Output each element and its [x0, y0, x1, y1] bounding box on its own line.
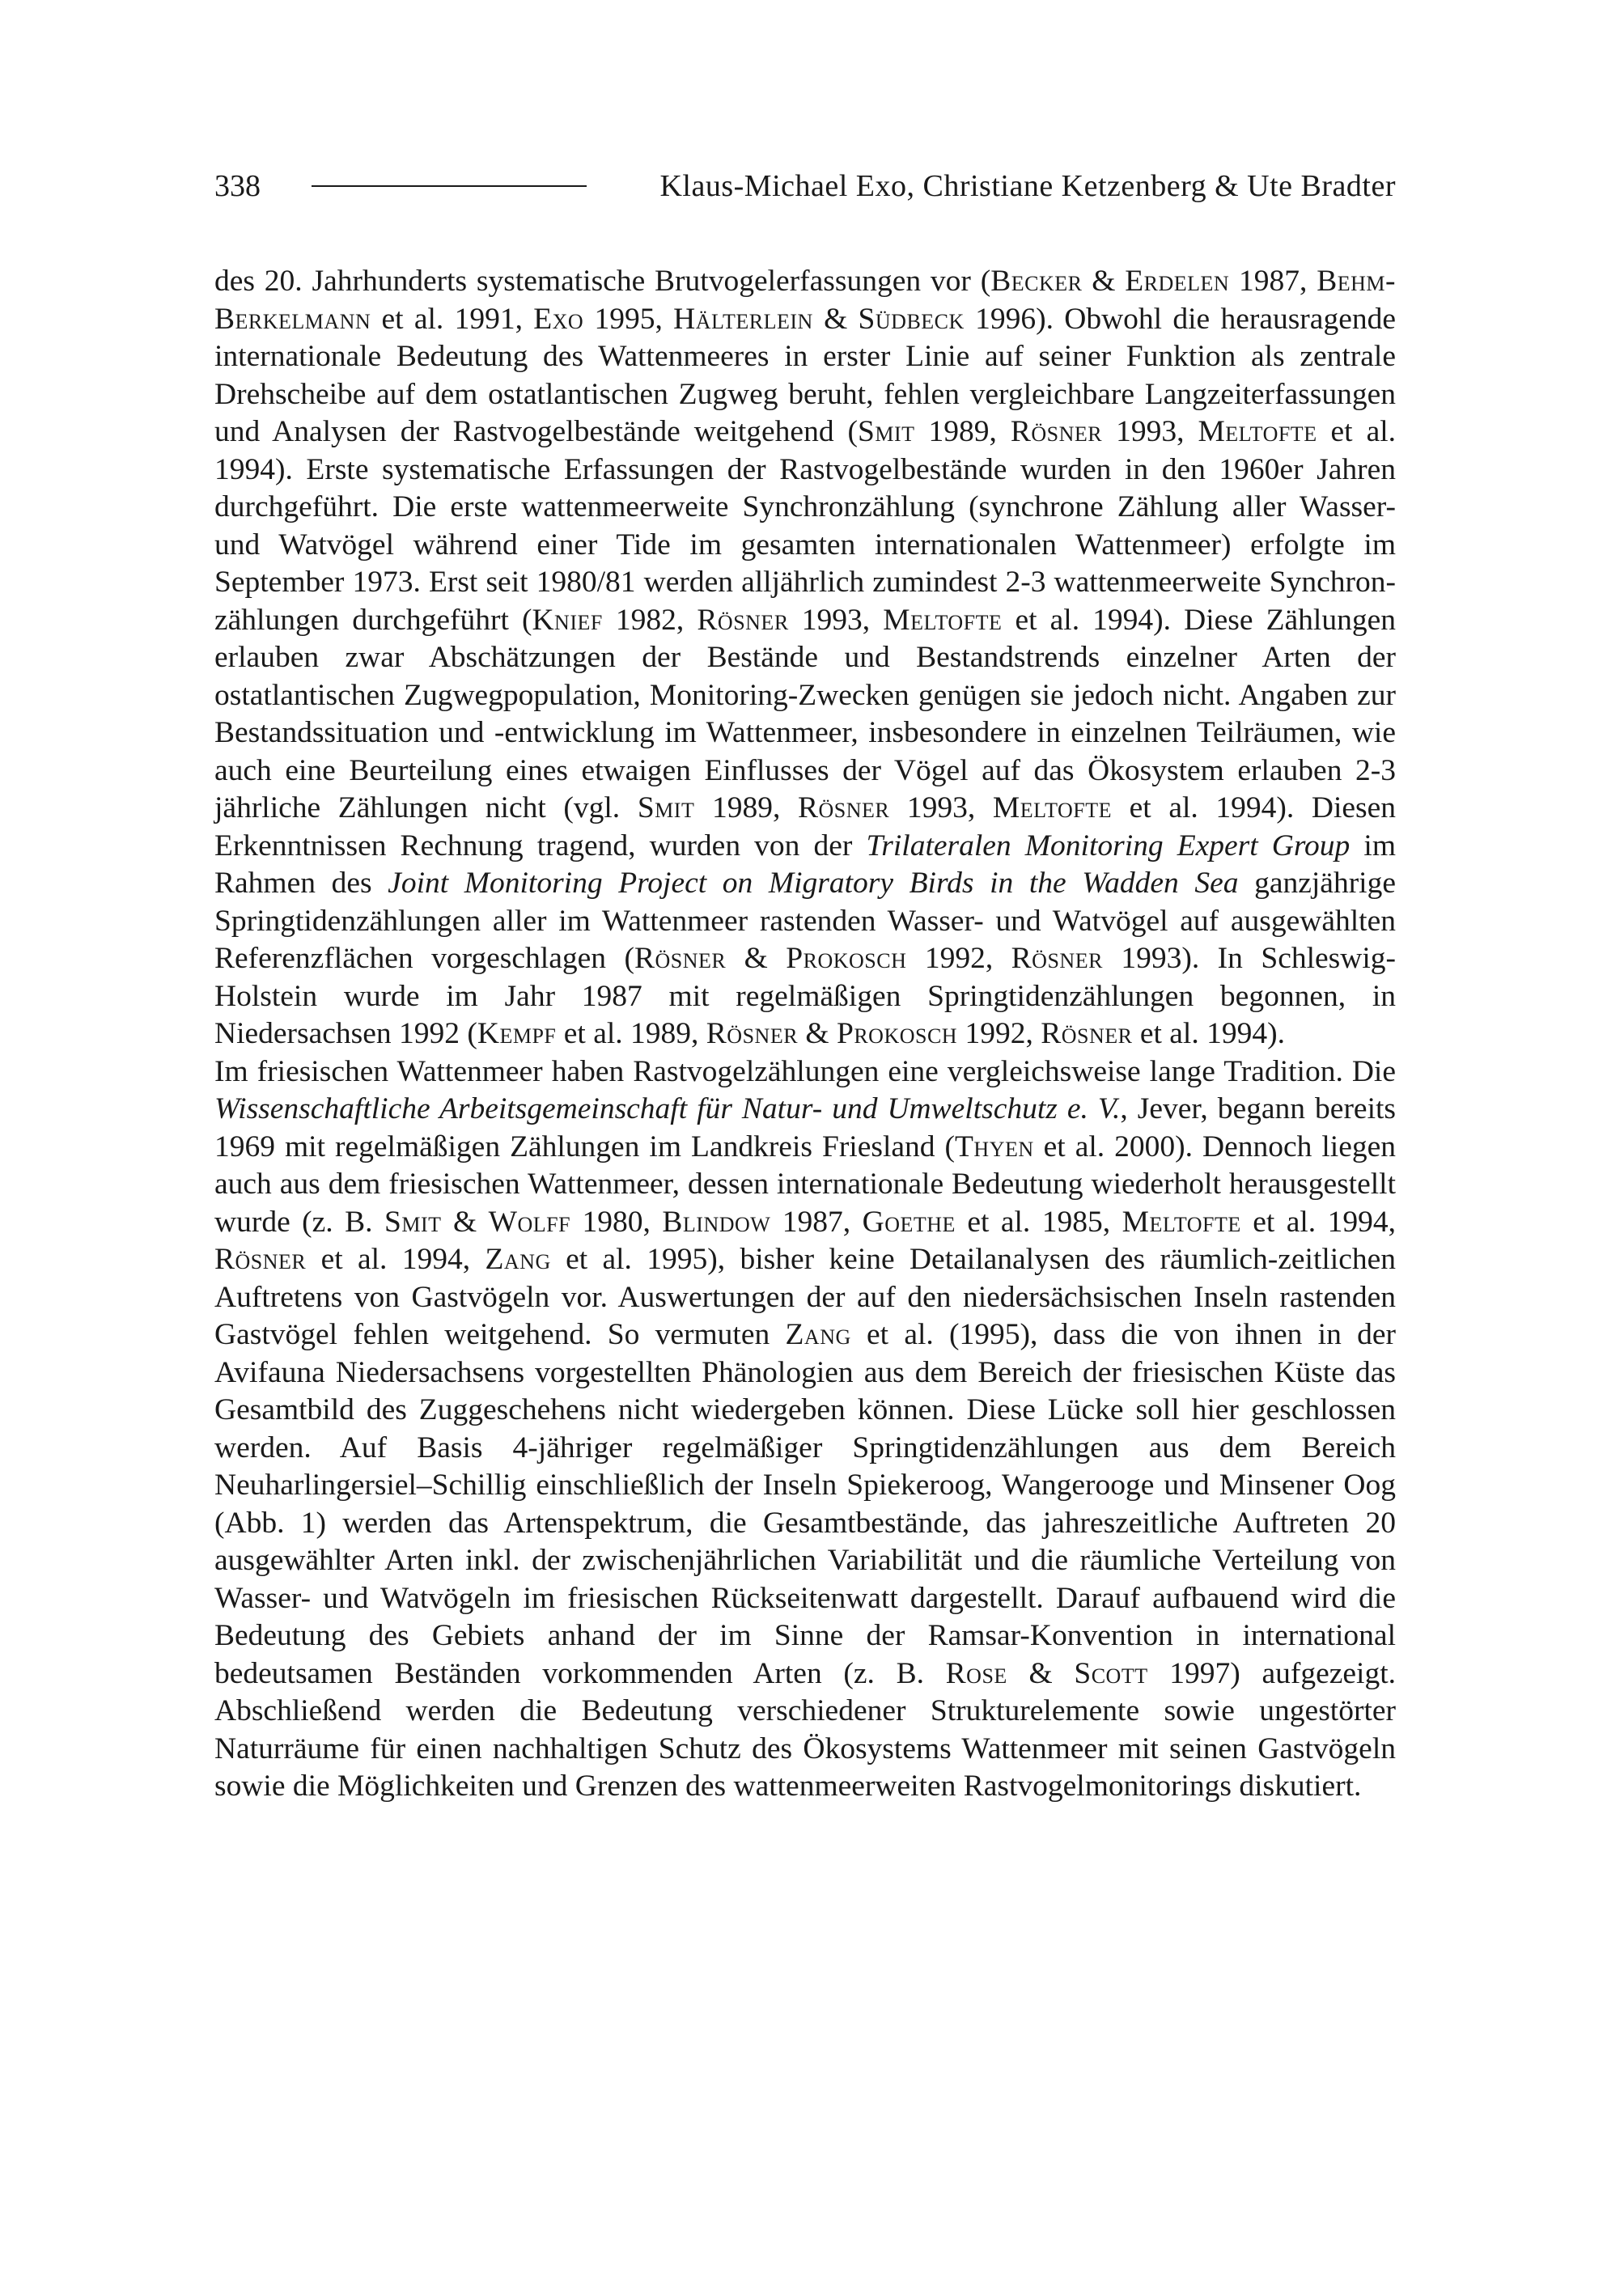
text-run: &	[798, 1017, 837, 1050]
italic-title: Wissenschaftliche Arbeitsgemeinschaft für Natur- und Umweltschutz e. V.	[214, 1092, 1121, 1125]
text-run: et al. 1995), bisher keine Detailanalysen des räumlich-zeitlichen Auftretens von Gastvögeln vor. Auswertungen der auf den niedersächsischen Inseln rastenden Gastvögel fehlen weitgehend. So vermuten	[214, 1243, 1396, 1351]
text-run: et al. 1994).	[1132, 1017, 1285, 1050]
citation-author: Smit	[384, 1205, 442, 1239]
citation-author: Meltofte	[1198, 415, 1317, 448]
citation-author: Blindow	[662, 1205, 771, 1239]
text-run: et al. 1994). Erste systematische Erfassungen der Rastvogelbestände wurden in den 1960er Jahren durchgeführt. Die erste wattenmeerweite Synchronzählung (synchrone Zählung aller Wasser- und Watvögel während einer Tide im gesamten internationalen Wattenmeer) erfolgte im September 1973. Erst seit 1980/81 werden alljährlich zumindest 2-3 wattenmeerweite Synchronzählungen durchgeführt (	[214, 415, 1397, 637]
text-run: &	[1082, 265, 1126, 298]
paragraph	[214, 1053, 1396, 1806]
text-run: 1987,	[770, 1205, 863, 1239]
body-text	[214, 263, 1396, 1806]
header-rule	[312, 185, 587, 187]
text-run: 1993,	[788, 603, 884, 637]
citation-author: Rösner	[1041, 1017, 1133, 1050]
citation-author: Smit	[637, 791, 695, 824]
citation-author: Knief	[532, 603, 603, 637]
citation-author: Erdelen	[1125, 265, 1230, 298]
text-run: et al. 1994,	[1240, 1205, 1397, 1239]
citation-author: Meltofte	[1122, 1205, 1241, 1239]
italic-title: Joint Monitoring Project on Migratory Birds in the Wadden Sea	[388, 867, 1239, 900]
text-run: 1993). In Schleswig-Holstein wurde im Jahr 1987 mit regelmäßigen Springtidenzählungen begonnen, in Niedersachsen 1992 (	[214, 942, 1397, 1050]
citation-author: Zang	[785, 1318, 851, 1351]
running-header-authors: Klaus-Michael Exo, Christiane Ketzenberg & Ute Bradter	[659, 169, 1396, 203]
citation-author: Smit	[858, 415, 915, 448]
text-run: 1987,	[1229, 265, 1317, 298]
italic-title: Trilateralen Monitoring Expert Group	[866, 829, 1351, 863]
citation-author: Rösner	[214, 1243, 307, 1276]
text-run: 1989,	[694, 791, 798, 824]
text-run: 1997) aufgezeigt. Abschließend werden die Bedeutung verschiedener Strukturelemente sowie ungestörter Naturräume für einen nachhaltigen Schutz des Ökosystems Wattenmeer mit seinen Gastvögeln sowie die Möglichkeiten und Grenzen des wattenmeerweiten Rastvogelmonitorings diskutiert.	[214, 1656, 1396, 1803]
citation-author: Hälterlein	[673, 302, 813, 336]
citation-author: Becker	[990, 265, 1083, 298]
text-run: &	[812, 302, 859, 336]
text-run: 1995,	[583, 302, 674, 336]
citation-author: Meltofte	[992, 791, 1113, 824]
citation-author: Kempf	[477, 1017, 557, 1050]
text-run: et al. 1991,	[371, 302, 534, 336]
text-run: im Rahmen des	[214, 829, 1396, 900]
citation-author: Rösner	[634, 942, 727, 975]
citation-author: Scott	[1074, 1656, 1148, 1690]
citation-author: Zang	[485, 1243, 551, 1276]
citation-author: Rösner	[1010, 415, 1103, 448]
text-run: 1992,	[906, 942, 1011, 975]
text-run: 1980,	[570, 1205, 663, 1239]
running-header	[214, 166, 1396, 206]
citation-author: Rose	[945, 1656, 1007, 1690]
page-number: 338	[214, 169, 261, 203]
citation-author: Prokosch	[786, 942, 907, 975]
text-run: 1993,	[1102, 415, 1198, 448]
text-run: ganzjährige Springtidenzählungen aller im Wattenmeer rastenden Wasser- und Watvögel auf ausgewählten Referenzflächen vorgeschlagen (	[214, 867, 1396, 975]
text-run: , Jever, begann bereits 1969 mit regelmäßigen Zählungen im Landkreis Friesland (	[214, 1092, 1397, 1163]
text-run: et al. 1985,	[955, 1205, 1122, 1239]
text-run: &	[441, 1205, 489, 1239]
text-run: et al. (1995), dass die von ihnen in der Avifauna Niedersachsens vorgestellten Phänologien aus dem Bereich der friesischen Küste das Gesamtbild des Zuggeschehens nicht wiedergeben können. Diese Lücke soll hier geschlossen werden. Auf Basis 4-jähriger regelmäßiger Springtidenzählungen aus dem Bereich Neuharlingersiel–Schillig einschließlich der Inseln Spiekeroog, Wangerooge und Minsener Oog (Abb. 1) werden das Artenspektrum, die Gesamtbestände, das jahreszeitliche Auftreten 20 ausgewählter Arten inkl. der zwischenjährlichen Variabilität und die räumliche Verteilung von Wasser- und Watvögeln im friesischen Rückseitenwatt dargestellt. Darauf aufbauend wird die Bedeutung des Gebiets anhand der im Sinne der Ramsar-Konvention in international bedeutsamen Beständen vorkommenden Arten (z. B.	[214, 1318, 1396, 1690]
text-run: Im friesischen Wattenmeer haben Rastvogelzählungen eine vergleichsweise lange Tradition. Die	[214, 1054, 1396, 1088]
citation-author: Rösner	[797, 791, 890, 824]
text-run: et al. 1989,	[556, 1017, 706, 1050]
citation-author: Meltofte	[883, 603, 1003, 637]
text-run: des 20. Jahrhunderts systematische Brutvogelerfassungen vor (	[214, 265, 991, 298]
citation-author: Behm-Berkelmann	[214, 265, 1396, 336]
citation-author: Thyen	[955, 1130, 1034, 1163]
citation-author: Rösner	[697, 603, 789, 637]
text-run: 1982,	[602, 603, 698, 637]
citation-author: Exo	[533, 302, 584, 336]
citation-author: Wolff	[488, 1205, 571, 1239]
text-run: &	[1007, 1656, 1075, 1690]
text-run: 1996). Obwohl die herausragende internationale Bedeutung des Wattenmeeres in erster Linie auf seiner Funktion als zentrale Drehscheibe auf dem ostatlantischen Zugweg beruht, fehlen vergleichbare Langzeiterfassungen und Analysen der Rastvogelbestände weitgehend (	[214, 302, 1396, 448]
text-run: 1993,	[889, 791, 993, 824]
text-run: et al. 2000). Dennoch liegen auch aus dem friesischen Wattenmeer, dessen internationale Bedeutung wiederholt herausgestellt wurde (z. B.	[214, 1130, 1396, 1239]
citation-author: Prokosch	[836, 1017, 958, 1050]
paragraph	[214, 263, 1396, 1053]
text-run: et al. 1994). Diesen Erkenntnissen Rechnung tragend, wurden von der	[214, 791, 1397, 863]
citation-author: Südbeck	[858, 302, 965, 336]
text-run: et al. 1994,	[306, 1243, 486, 1276]
text-run: 1992,	[957, 1017, 1041, 1050]
citation-author: Rösner	[706, 1017, 799, 1050]
text-run: et al. 1994). Diese Zählungen erlauben zwar Abschätzungen der Bestände und Bestandstrends einzelner Arten der ostatlantischen Zugwegpopulation, Monitoring-Zwecken genügen sie jedoch nicht. Angaben zur Bestandssituation und -entwicklung im Wattenmeer, insbesondere in einzelnen Teilräumen, wie auch eine Beurteilung eines etwaigen Einflusses der Vögel auf das Ökosystem erlauben 2-3 jährliche Zählungen nicht (vgl.	[214, 603, 1396, 824]
citation-author: Goethe	[862, 1205, 956, 1239]
text-run: &	[726, 942, 787, 975]
citation-author: Rösner	[1011, 942, 1103, 975]
text-run: 1989,	[914, 415, 1011, 448]
